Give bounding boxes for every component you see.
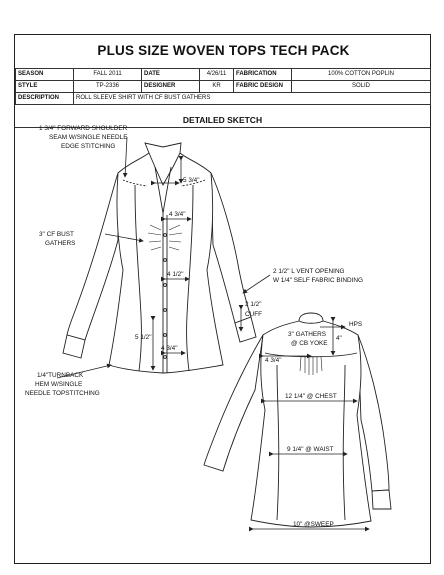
callout-bust-gathers-line1: 3" CF BUST <box>39 231 74 238</box>
designer-value: KR <box>200 81 234 93</box>
callout-placket: 5 3/4" <box>183 177 200 184</box>
callout-gathers-line1: 3" GATHERS <box>288 331 327 338</box>
callout-hem-line2: HEM W/SINGLE <box>35 381 83 388</box>
callout-gathers-line2: @ CB YOKE <box>291 340 328 347</box>
style-value: TP-2336 <box>74 81 142 93</box>
season-label: SEASON <box>16 69 74 81</box>
fabrication-label: FABRICATION <box>234 69 292 81</box>
season-value: FALL 2011 <box>74 69 142 81</box>
date-value: 4/26/11 <box>200 69 234 81</box>
fabric-design-value: SOLID <box>292 81 431 93</box>
flat-sketches <box>15 35 430 563</box>
callout-chest: 12 1/4" @ CHEST <box>285 393 337 400</box>
callout-hps: HPS <box>349 321 363 328</box>
callout-hem-width: 4 3/4" <box>161 345 178 352</box>
callout-shoulder-line3: EDGE STITCHING <box>61 143 116 150</box>
callout-waist-width: 4 1/2" <box>167 271 184 278</box>
callout-hem-height: 5 1/2" <box>135 334 152 341</box>
description-value: ROLL SLEEVE SHIRT WITH CF BUST GATHERS <box>74 93 431 105</box>
page-title: PLUS SIZE WOVEN TOPS TECH PACK <box>97 43 350 58</box>
callout-waist: 9 1/4" @ WAIST <box>287 446 334 453</box>
callout-bust-width: 4 3/4" <box>169 211 186 218</box>
callout-shoulder-line1: 1 3/4" FORWARD SHOULDER <box>39 125 128 132</box>
tech-pack-frame <box>14 34 431 564</box>
callout-bust-gathers-line2: GATHERS <box>45 240 76 247</box>
callout-yoke-depth: 4" <box>336 335 342 342</box>
callout-vent-line2: W 1/4" SELF FABRIC BINDING <box>273 277 363 284</box>
front-shirt-sketch <box>63 143 256 373</box>
callout-hem-line3: NEEDLE TOPSTITCHING <box>25 390 100 397</box>
style-label: STYLE <box>16 81 74 93</box>
fabrication-value: 100% COTTON POPLIN <box>292 69 431 81</box>
callout-shoulder-line2: SEAM W/SINGLE NEEDLE <box>49 134 128 141</box>
date-label: DATE <box>142 69 200 81</box>
callout-hem-line1: 1/4"TURNBACK <box>37 372 84 379</box>
callout-cuff-line1: 2 1/2" <box>245 301 262 308</box>
callout-yoke-width: 4 3/4" <box>265 357 282 364</box>
section-title: DETAILED SKETCH <box>15 113 430 128</box>
description-label: DESCRIPTION <box>16 93 74 105</box>
designer-label: DESIGNER <box>142 81 200 93</box>
callout-cuff-line2: CUFF <box>245 311 263 318</box>
callout-sweep: 10" @SWEEP <box>293 521 334 528</box>
callout-vent-line1: 2 1/2" L VENT OPENING <box>273 268 345 275</box>
fabric-design-label: FABRIC DESIGN <box>234 81 292 93</box>
